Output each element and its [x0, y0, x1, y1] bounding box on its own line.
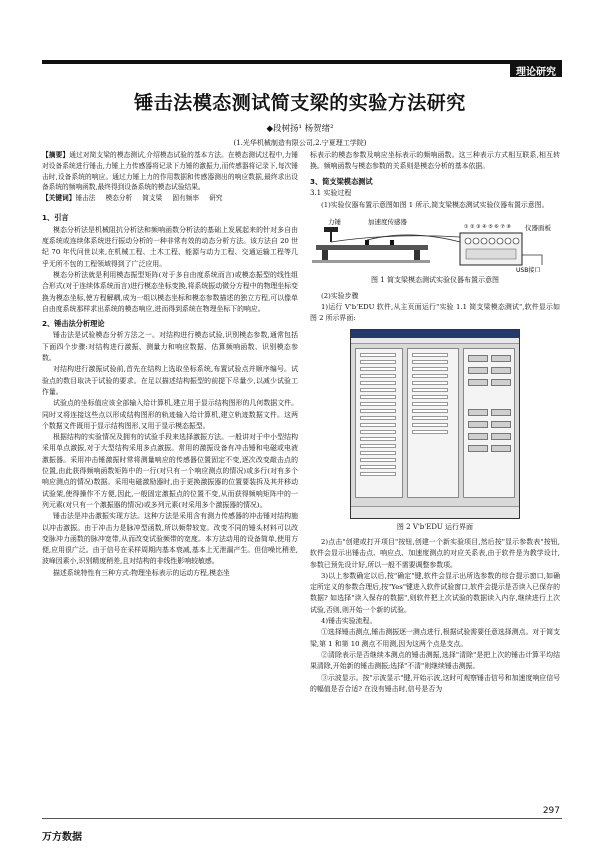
- usb-label: USB接口: [516, 267, 541, 274]
- paragraph: 1)运行 V'b'EDU 软件,从主页面运行"实验 1.1 简支梁模态测试",软件显示如图 2 所示界面:: [310, 303, 560, 323]
- paper-title: 锤击法模态测试简支梁的实验方法研究: [134, 92, 466, 114]
- hammer-label: 力锤: [328, 218, 341, 227]
- paragraph: 模态分析法是机械阻抗分析法和频响函数分析法的基础上发展起来的针对多自由度系统或连续体系统进行振动分析的一种非常有效的动态分析方法。该方法自 20 世纪 70 年代问世以来,在机械工程、土木工程、能源与动力工程、交通运输工程等几乎无所不包的工程领域得到了广泛应用。: [42, 225, 298, 268]
- paragraph: 标表示的模态参数及响应坐标表示的频响函数。这三种表示方式相互联系,相互转换。频响函数与模态参数的关系则是模态分析的基本依据。: [310, 151, 560, 171]
- section-tag: 理论研究: [510, 60, 562, 77]
- page-number: 297: [542, 806, 560, 816]
- abstract-label: 【摘要】: [42, 151, 70, 159]
- support-left: [322, 250, 328, 260]
- channel-panel: [407, 348, 459, 498]
- section-heading: 1、引言: [42, 213, 69, 223]
- hammer-icon: [324, 227, 338, 242]
- support-right: [414, 250, 420, 260]
- status-bar: [351, 506, 519, 518]
- figure-2-caption: 图 2 V'b'EDU 运行界面: [396, 522, 474, 531]
- footer-rule: [42, 818, 562, 819]
- button-panel: [463, 348, 515, 498]
- paragraph: 描述系统特性有三种方式:物理坐标表示的运动方程,模态坐: [53, 568, 230, 577]
- figure-2-software-screenshot: [350, 329, 520, 519]
- paragraph: 4)锤击实验流程。: [321, 617, 377, 626]
- abstract-text: 通过对简支梁的模态测试,介绍模态试验的基本方法。在模态测试过程中,力锤对设备系统进行锤击,力锤上力传感器将记录下力锤的激振力,而传感器将记录下,每次锤击时,设备系统的响应。通过力锤上力的作用数据和传感器测出的响应数据,最终求出设备系统的频响函数,最终得到设备系统的模态试验结果。: [42, 151, 299, 192]
- footer-brand: 万方数据: [42, 832, 82, 843]
- paragraph: (1)实验仪器布置示意图如图 1 所示,简支梁模态测试实验仪器布置示意图。: [321, 201, 549, 210]
- panel-numbers: ① ② ③ ④ ⑤ ⑥ ⑦ ⑧: [464, 224, 512, 231]
- keyword: 模态分析: [105, 194, 133, 203]
- header-rule: [42, 60, 562, 64]
- sensor-icon: [390, 240, 394, 245]
- paragraph: 根据结构的实验情况及拥有的试验手段来选择激振方法。一般讲对于中小型结构采用单点激振,对于大型结构采用多点激振。常用的激振设备有冲击锤和电磁或电液激振器。采用冲击锤激振时常将测量响应的传感器位置固定不变,逐次改变敲击点的位置,由此获得频响函数矩阵中的一行(对只有一个响应测点的情况)或多行(对有多个响应测点的情况)数据。采用电磁激励器时,由于更换激振器的位置要装拆及其并移动试验架,使得操作不方便,因此,一般固定激振点的位置不变,从而获得频响矩阵中的一列元素(对只有一个激振器的情况)或多列元素(对采用多个激振器的情况)。: [42, 433, 298, 509]
- window-titlebar: [351, 330, 519, 338]
- beam: [316, 245, 428, 250]
- paragraph: 3)以上参数确定以后,按"确定"键,软件会显示出所选参数的综合提示窗口,如确定所定义的参数合理后,按"Yes"键进入软件试验窗口,软件会提示是否读入已保存的数据? 如选择"读入保存的数据",则软件把上次试验的数据读入内存,继续进行上次试验,否则,则开始一个新的试验。: [310, 571, 560, 614]
- paragraph: ③示波显示。按"示波显示"键,开始示波,这时可观察锤击信号和加速度响应信号的幅值是否合适? 在没有锤击时,信号是否为: [310, 673, 560, 693]
- paragraph: 模态分析法就是利用模态振型矩阵(对于多自由度系统而言)或模态振型的线性组合形式(对于连续体系统而言)进行模态坐标变换,将系统振动微分方程中的物理坐标变换为模态坐标,使方程解耦,成为一组以模态坐标和模态参数描述的独立方程,可以像单自由度系统那样求出系统的模态响应,进而得到系统在物理坐标下的响应。: [42, 270, 298, 313]
- panel-label: 仪器面板: [525, 224, 551, 233]
- subsection-heading: 3.1 实验过程: [310, 188, 352, 197]
- figure-1-caption: 图 1 简支梁模态测试实验仪器布置示意图: [371, 276, 499, 285]
- paragraph: ①选择锤击测点,锤击测振逐一测点进行,根据试验需要任意选择测点。对于简支梁,第 1 和第 10 测点不用测,因为这两个点是支点。: [310, 628, 560, 648]
- right-column: [310, 150, 560, 695]
- paragraph: (2)实验步骤: [321, 291, 359, 300]
- authors: ◆段树扬¹ 杨贺绪²: [266, 124, 334, 134]
- keyword: 研究: [209, 194, 223, 203]
- keyword: 简支梁: [142, 194, 163, 203]
- figure-1-setup: [310, 215, 560, 273]
- paragraph: 锤击法是试验模态分析方法之一。对结构进行模态试验,识别模态参数,通常包括下面四个步骤:对结构进行激振、测量力和响应数据、估算频响函数、识别模态参数。: [42, 331, 298, 363]
- affiliations: (1.光华机械制造有限公司,2.宁夏理工学院): [233, 139, 367, 147]
- keywords: [42, 193, 298, 204]
- section-heading: 2、锤击法分析理论: [42, 319, 105, 329]
- base: [312, 260, 430, 263]
- paragraph: 锤击法是冲击激振实现方法。这种方法是采用含有测力传感器的冲击锤对结构施以冲击激振。由于冲击力是脉冲型函数,所以频带较宽。改变不同的锤头材料可以改变脉冲力函数的脉冲宽带,从而改变试验频带的宽度。本方法动用的设备简单,使用方便,应用很广泛。由于信号在采样周期内基本衰减,基本上无泄漏产生。但信噪比稍差,波峰因素小,识别精度稍差,且对结构的非线性影响较敏感。: [42, 512, 298, 566]
- section-heading: 3、简支梁模态测试: [310, 176, 373, 186]
- window-menubar: [351, 338, 519, 344]
- paragraph: 试验点的坐标值应该全部输入给计算机,建立用于显示结构图形的几何数据文件。同时又将连接这些点以形成结构图形的轨迹输入给计算机,建立轨迹数据文件。这两个数据文件既用于显示结构图形,又用于显示模态振型。: [42, 399, 298, 430]
- paragraph: ②清除表示是否继续本测点的锤击测振,选择"清除"是把上次的锤击计算平均结果清除,开始新的锤击测振;选择"不清"则继续锤击测振。: [310, 650, 560, 671]
- parameter-table: [355, 348, 403, 498]
- keyword: 锤击法: [75, 194, 96, 203]
- paragraph: 2)点击"创建或打开项目"按钮,创建一个新实验项目,然后按"显示参数表"按钮,软件会显示出锤击点、响应点、加速度测点的对应关系表,由于软件是为教学设计,参数已预先设计好,所以一般不需要调整参数项。: [310, 537, 560, 569]
- setup-diagram: [310, 215, 560, 273]
- sensor-label: 加速度传感器: [368, 218, 407, 227]
- sensor-icon: [365, 240, 369, 245]
- left-column: [42, 150, 298, 579]
- keyword: 固有频率: [172, 194, 200, 203]
- abstract: [42, 150, 298, 193]
- paragraph: 对结构进行激振试验前,首先在结构上选取坐标系统,布置试验点并顺序编号。试验点的数目取决于试验的要求。在足以描述结构振型的前提下尽量少,以减少试验工作量。: [42, 365, 298, 396]
- keywords-label: 【关键词】: [42, 194, 76, 203]
